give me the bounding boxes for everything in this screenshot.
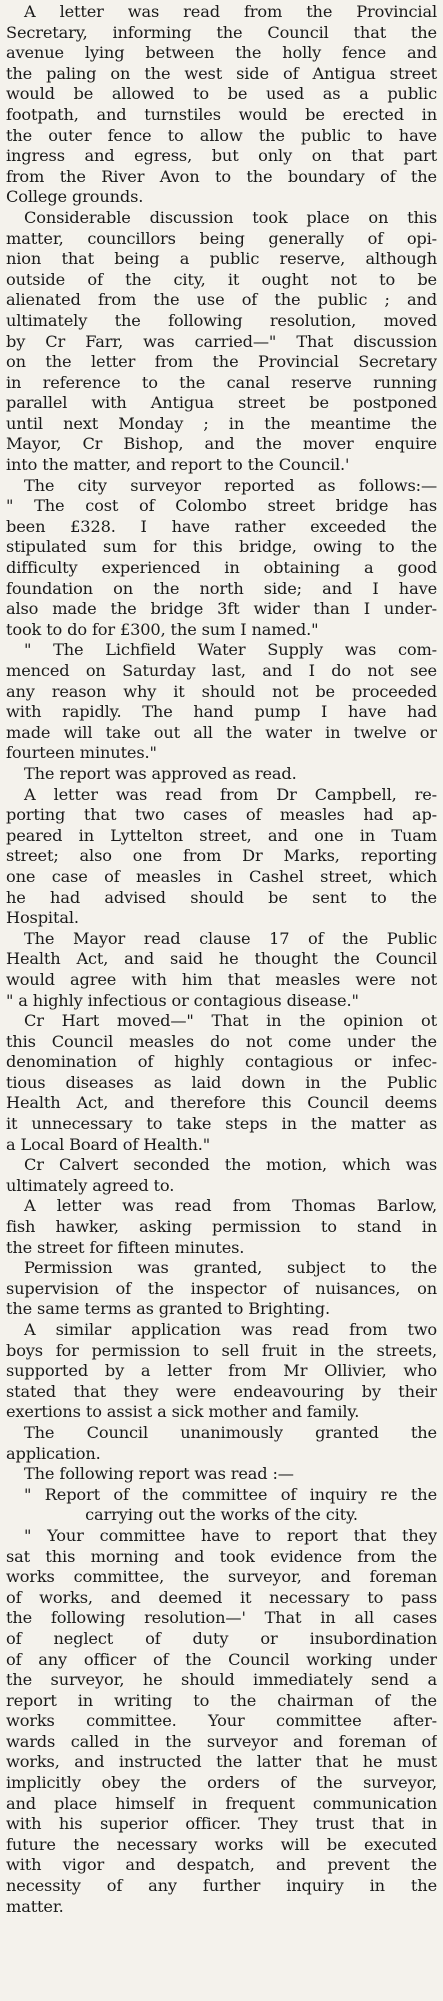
- text-line: denomination of highly contagious or infec-: [6, 1052, 437, 1072]
- para-report-approved: [6, 764, 437, 785]
- text-line: also made the bridge 3ft wider than I under-: [6, 599, 437, 619]
- text-line: Cr Hart moved—" That in the opinion ot: [24, 1011, 437, 1031]
- text-line: the outer fence to allow the public to have: [6, 125, 437, 145]
- text-line: The report was approved as read.: [24, 763, 297, 783]
- text-line: on the letter from the Provincial Secretary: [6, 352, 437, 372]
- text-line: supervision of the inspector of nuisances, on: [6, 1278, 437, 1298]
- text-line: supported by a letter from Mr Ollivier, who: [6, 1361, 437, 1381]
- text-line: Hospital.: [6, 908, 79, 928]
- text-line: The Council unanimously granted the: [24, 1422, 437, 1442]
- text-line: ingress and egress, but only on that part: [6, 146, 437, 166]
- text-line: Cr Calvert seconded the motion, which was: [24, 1155, 437, 1175]
- text-line: works committee. Your committee after-: [6, 1711, 437, 1731]
- text-line: carrying out the works of the city.: [85, 1505, 358, 1525]
- text-line: " Report of the committee of inquiry re the: [24, 1484, 437, 1504]
- text-line: a Local Board of Health.": [6, 1134, 211, 1154]
- text-line: application.: [6, 1443, 101, 1463]
- text-line: works committee, the surveyor, and foreman: [6, 1567, 437, 1587]
- text-line: this Council measles do not come under the: [6, 1031, 437, 1051]
- text-line: porting that two cases of measles had ap-: [6, 805, 437, 825]
- text-line: A letter was read from Thomas Barlow,: [24, 1196, 437, 1216]
- text-line: sat this morning and took evidence from the: [6, 1546, 437, 1566]
- text-line: into the matter, and report to the Council.': [6, 455, 350, 475]
- text-line: nion that being a public reserve, although: [6, 249, 437, 269]
- text-line: the surveyor, he should immediately send a: [6, 1670, 437, 1690]
- text-line: of neglect of duty or insubordination: [6, 1628, 437, 1648]
- para-dr-campbell-letter: [6, 785, 437, 929]
- para-committee-report: [6, 1526, 437, 1917]
- para-provincial-secretary-letter: [6, 2, 437, 208]
- text-line: report in writing to the chairman of the: [6, 1690, 437, 1710]
- text-line: works, and instructed the latter that he must: [6, 1752, 437, 1772]
- text-line: alienated from the use of the public ; and: [6, 290, 437, 310]
- para-council-granted: [6, 1423, 437, 1464]
- para-city-surveyor: [6, 476, 437, 641]
- para-cr-calvert: [6, 1155, 437, 1196]
- para-permission-granted: [6, 1258, 437, 1320]
- text-line: difficulty experienced in obtaining a good: [6, 558, 437, 578]
- text-line: the street for fifteen minutes.: [6, 1237, 245, 1257]
- para-lichfield-water: [6, 640, 437, 764]
- text-line: " The Lichfield Water Supply was com-: [24, 640, 437, 660]
- text-line: matter.: [6, 1896, 64, 1916]
- text-line: would agree with him that measles were not: [6, 969, 437, 989]
- text-line: any reason why it should not be proceeded: [6, 681, 437, 701]
- text-line: implicitly obey the orders of the surveyor,: [6, 1773, 437, 1793]
- text-line: Mayor, Cr Bishop, and the mover enquire: [6, 434, 437, 454]
- text-line: future the necessary works will be executed: [6, 1834, 437, 1854]
- text-line: with vigor and despatch, and prevent the: [6, 1855, 437, 1875]
- text-line: ultimately the following resolution, moved: [6, 310, 437, 330]
- text-line: The following report was read :—: [24, 1464, 294, 1484]
- para-thomas-barlow-letter: [6, 1196, 437, 1258]
- text-line: exertions to assist a sick mother and family.: [6, 1402, 360, 1422]
- text-line: stipulated sum for this bridge, owing to the: [6, 537, 437, 557]
- para-mayor-clause: [6, 929, 437, 1011]
- para-similar-application: [6, 1320, 437, 1423]
- text-line: peared in Lyttelton street, and one in Tuam: [6, 825, 437, 845]
- text-line: been £328. I have rather exceeded the: [6, 516, 437, 536]
- text-line: " The cost of Colombo street bridge has: [6, 496, 437, 516]
- text-line: the following resolution—' That in all cases: [6, 1608, 437, 1628]
- text-line: footpath, and turnstiles would be erected in: [6, 104, 437, 124]
- text-line: made will take out all the water in twelve or: [6, 722, 437, 742]
- text-line: Considerable discussion took place on this: [24, 207, 437, 227]
- text-line: of works, and deemed it necessary to pass: [6, 1587, 437, 1607]
- para-discussion: [6, 208, 437, 476]
- text-line: in reference to the canal reserve running: [6, 372, 437, 392]
- text-line: A letter was read from Dr Campbell, re-: [24, 784, 437, 804]
- text-line: stated that they were endeavouring by their: [6, 1381, 437, 1401]
- text-line: wards called in the surveyor and foreman of: [6, 1731, 437, 1751]
- text-line: by Cr Farr, was carried—" That discussion: [6, 331, 437, 351]
- text-line: boys for permission to sell fruit in the streets,: [6, 1340, 437, 1360]
- text-line: and place himself in frequent communication: [6, 1793, 437, 1813]
- text-line: The city surveyor reported as follows:—: [24, 475, 437, 495]
- text-line: took to do for £300, the sum I named.": [6, 619, 319, 639]
- text-line: " Your committee have to report that they: [24, 1525, 437, 1545]
- text-line: necessity of any further inquiry in the: [6, 1876, 437, 1896]
- text-line: the paling on the west side of Antigua street: [6, 63, 437, 83]
- text-line: tious diseases as laid down in the Public: [6, 1072, 437, 1092]
- text-line: it unnecessary to take steps in the matter as: [6, 1114, 437, 1134]
- para-following-report: [6, 1464, 437, 1485]
- text-line: with his superior officer. They trust that in: [6, 1814, 437, 1834]
- text-line: The Mayor read clause 17 of the Public: [24, 928, 437, 948]
- text-line: he had advised should be sent to the: [6, 887, 437, 907]
- text-line: one case of measles in Cashel street, which: [6, 866, 437, 886]
- text-line: parallel with Antigua street be postponed: [6, 393, 437, 413]
- text-line: ultimately agreed to.: [6, 1175, 175, 1195]
- text-line: fourteen minutes.": [6, 743, 157, 763]
- text-line: menced on Saturday last, and I do not see: [6, 661, 437, 680]
- text-line: A letter was read from the Provincial: [24, 2, 437, 21]
- text-line: street; also one from Dr Marks, reporting: [6, 846, 437, 866]
- text-line: of any officer of the Council working under: [6, 1649, 437, 1669]
- text-line: Health Act, and therefore this Council deems: [6, 1093, 437, 1113]
- text-line: fish hawker, asking permission to stand in: [6, 1217, 437, 1237]
- text-line: matter, councillors being generally of opi-: [6, 228, 437, 248]
- text-line: until next Monday ; in the meantime the: [6, 413, 437, 433]
- text-line: Health Act, and said he thought the Council: [6, 949, 437, 969]
- text-line: the same terms as granted to Brighting.: [6, 1299, 330, 1319]
- text-line: " a highly infectious or contagious disease.": [6, 990, 359, 1010]
- para-report-heading: [6, 1485, 437, 1526]
- text-line: with rapidly. The hand pump I have had: [6, 702, 437, 722]
- para-cr-hart-motion: [6, 1011, 437, 1155]
- text-line: from the River Avon to the boundary of the: [6, 166, 437, 186]
- text-line: A similar application was read from two: [24, 1320, 437, 1339]
- text-line: Permission was granted, subject to the: [24, 1258, 437, 1278]
- text-line: Secretary, informing the Council that the: [6, 22, 437, 42]
- text-line: College grounds.: [6, 187, 144, 207]
- text-line: would be allowed to be used as a public: [6, 84, 437, 104]
- text-line: avenue lying between the holly fence and: [6, 43, 437, 63]
- text-line: outside of the city, it ought not to be: [6, 269, 437, 289]
- text-line: foundation on the north side; and I have: [6, 578, 437, 598]
